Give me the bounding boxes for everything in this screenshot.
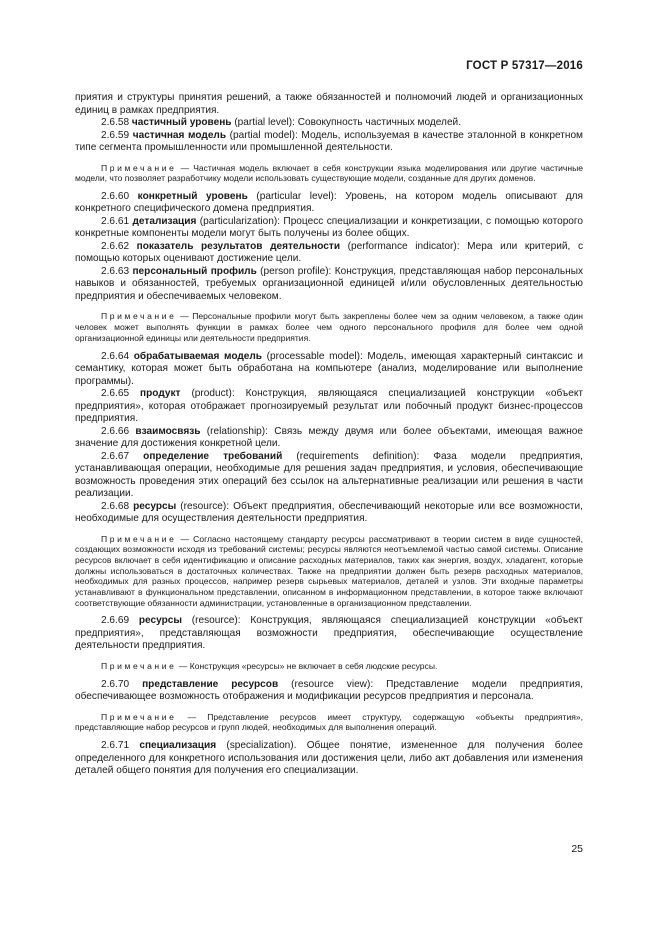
definition-number: 2.6.64 [101,350,130,362]
definition-2-6-60 [75,191,583,216]
note-2-6-63 [75,311,583,343]
definition-text: (product): Конструкция, являющаяся специализацией конструкции «объект предприятия», которая отображает прогнозируемый результат или побочный продукт бизнес-процессов предприятия. [75,388,583,425]
definition-number: 2.6.68 [101,500,130,512]
definition-number: 2.6.58 [101,117,130,128]
definition-term: частичный уровень [131,117,232,128]
note-text: Частичная модель включает в себя конструкции языка моделирования или другие частичные модели, что позволяет разработчику модели использовать существующие модели, созданные для других доменов. [75,162,584,184]
definition-2-6-67 [75,451,583,501]
definition-text: (person profile): Конструкция, представляющая набор персональных навыков и обязанностей, требуемых организационной единицей и/или обусловленных деятельностью предприятия и обеспечиваемых человеком. [75,265,583,302]
definition-term: персональный профиль [132,265,257,277]
definition-term: специализация [139,740,217,752]
note-dash: — [180,311,189,322]
definition-2-6-58 [75,117,583,130]
definition-2-6-69 [75,615,583,653]
note-label: Примечание [101,162,177,173]
definition-number: 2.6.70 [101,678,130,690]
note-text: Персональные профили могут быть закреплены более чем за одним человеком, а также один человек может выполнять функции в рамках более чем одного персонального профиля для более чем одной организационной единицы или деятельности предприятия. [75,311,583,343]
definition-text: (particularization): Процесс специализации и конкретизации, с помощью которого конкретные компоненты модели могут быть получены из более общих. [75,215,583,240]
definition-2-6-59 [75,130,583,155]
definition-text: (resource): Объект предприятия, обеспечивающий некоторые или все возможности, необходимые для осуществления деятельности предприятия. [75,500,583,525]
definition-2-6-65 [75,388,583,426]
definition-text: (processable model): Модель, имеющая характерный синтаксис и семантику, которая может быть обработана на компьютере (анализ, моделирование или выполнение программы). [75,350,584,387]
definition-text: (relationship): Связь между двумя или более объектами, имеющая важное значение для достижения конкретной цели. [75,425,583,450]
definition-term: конкретный уровень [137,190,248,202]
definition-text: (performance indicator): Мера или критерий, с помощью которых оценивают достижение цели. [75,240,583,265]
definition-term: детализация [132,215,197,227]
definition-term: определение требований [143,450,283,462]
definition-text: (partial level): Совокупность частичных моделей. [231,117,462,128]
definition-text: (resource): Конструкция, являющаяся специализацией конструкции «объект предприятия», представляющая возможности предприятия, обеспечивающие осуществление деятельности предприятия. [75,615,583,652]
definition-number: 2.6.63 [101,265,130,277]
definition-term: частичная модель [132,129,227,141]
note-label: Примечание [101,311,177,322]
note-2-6-69 [75,661,583,672]
definition-term: ресурсы [133,500,177,512]
definition-2-6-62 [75,241,583,266]
definition-number: 2.6.62 [101,240,130,252]
definition-text: (specialization). Общее понятие, измененное для получения более определенного для конкретного использования или достижения цели, либо акт добавления или изменения деталей общего понятия для получения его специализации. [75,740,583,777]
definition-number: 2.6.59 [101,129,130,141]
definition-term: показатель результатов деятельности [136,240,341,252]
definition-number: 2.6.66 [101,425,130,437]
definition-number: 2.6.67 [101,450,130,462]
definition-text: (resource view): Представление модели предприятия, обеспечивающее возможность отображения и модификации ресурсов предприятия и персонала. [75,678,583,703]
definition-number: 2.6.65 [101,388,130,400]
page-body [75,92,583,778]
note-text: Согласно настоящему стандарту ресурсы рассматривают в теории систем в виде сущностей, создающих возможности исходя из требований системы; ресурсы являются неотъемлемой частью самой системы. Описание ресурсов включает в себя идентификацию и описание расходных материалов, таких как энергия, воздух, хладагент, которые должны использоваться в достаточных количествах. Также на предприятии должен быть резерв расходных материалов, необходимых для разных процессов, например резерв сырьевых материалов, деталей и узлов. Эти входные параметры устанавливают в функциональном представлении, описанном в информационном представлении, в которое также включают соответствующие обязанности администрации, установленные в организационном представлении. [75,533,584,608]
definition-number: 2.6.60 [101,190,130,202]
definition-2-6-71 [75,740,583,778]
definition-2-6-70 [75,679,583,704]
note-2-6-68 [75,534,583,609]
definition-term: ресурсы [138,615,182,627]
definition-term: обрабатываемая модель [133,350,262,362]
note-dash: — [180,533,190,544]
page-number: 25 [571,843,583,855]
definition-term: взаимосвязь [135,425,201,437]
note-label: Примечание [101,533,177,544]
definition-2-6-61 [75,216,583,241]
note-text: Конструкция «ресурсы» не включает в себя людские ресурсы. [189,660,438,671]
definition-number: 2.6.71 [101,740,130,752]
standard-designation: ГОСТ Р 57317—2016 [466,60,583,72]
definition-term: продукт [140,388,181,400]
definition-text: (requirements definition): Фаза модели предприятия, устанавливающая операции, необходимые для решения задач предприятия, и условия, обеспечивающие возможность проведения этих операций без ссылок на альтернативные реализации или решения в части реализации. [75,450,583,500]
note-label: Примечание [101,711,177,722]
note-dash: — [180,162,190,173]
definition-number: 2.6.61 [101,215,130,227]
definition-text: (particular level): Уровень, на котором модель описывают для конкретного специфического домена предприятия. [75,190,583,215]
definition-2-6-64 [75,351,583,389]
definition-2-6-63 [75,266,583,304]
note-2-6-70 [75,712,583,733]
definition-text: (partial model): Модель, используемая в качестве эталонной в конкретном типе сегмента промышленности или промышленной деятельности. [75,129,583,153]
definition-term: представление ресурсов [142,678,279,690]
continuation-text: приятия и структуры принятия решений, а также обязанностей и полномочий людей и организационных единиц в рамках предприятия. [75,92,583,116]
note-dash: — [187,711,197,722]
note-2-6-59 [75,163,583,184]
note-text: Представление ресурсов имеет структуру, содержащую «объекты предприятия», представляющие набор ресурсов и групп людей, необходимых для выполнения операций. [75,711,584,733]
definition-number: 2.6.69 [101,615,130,627]
note-dash: — [178,660,188,671]
definition-2-6-66 [75,426,583,451]
definition-2-6-68 [75,501,583,526]
note-label: Примечание [101,660,177,671]
